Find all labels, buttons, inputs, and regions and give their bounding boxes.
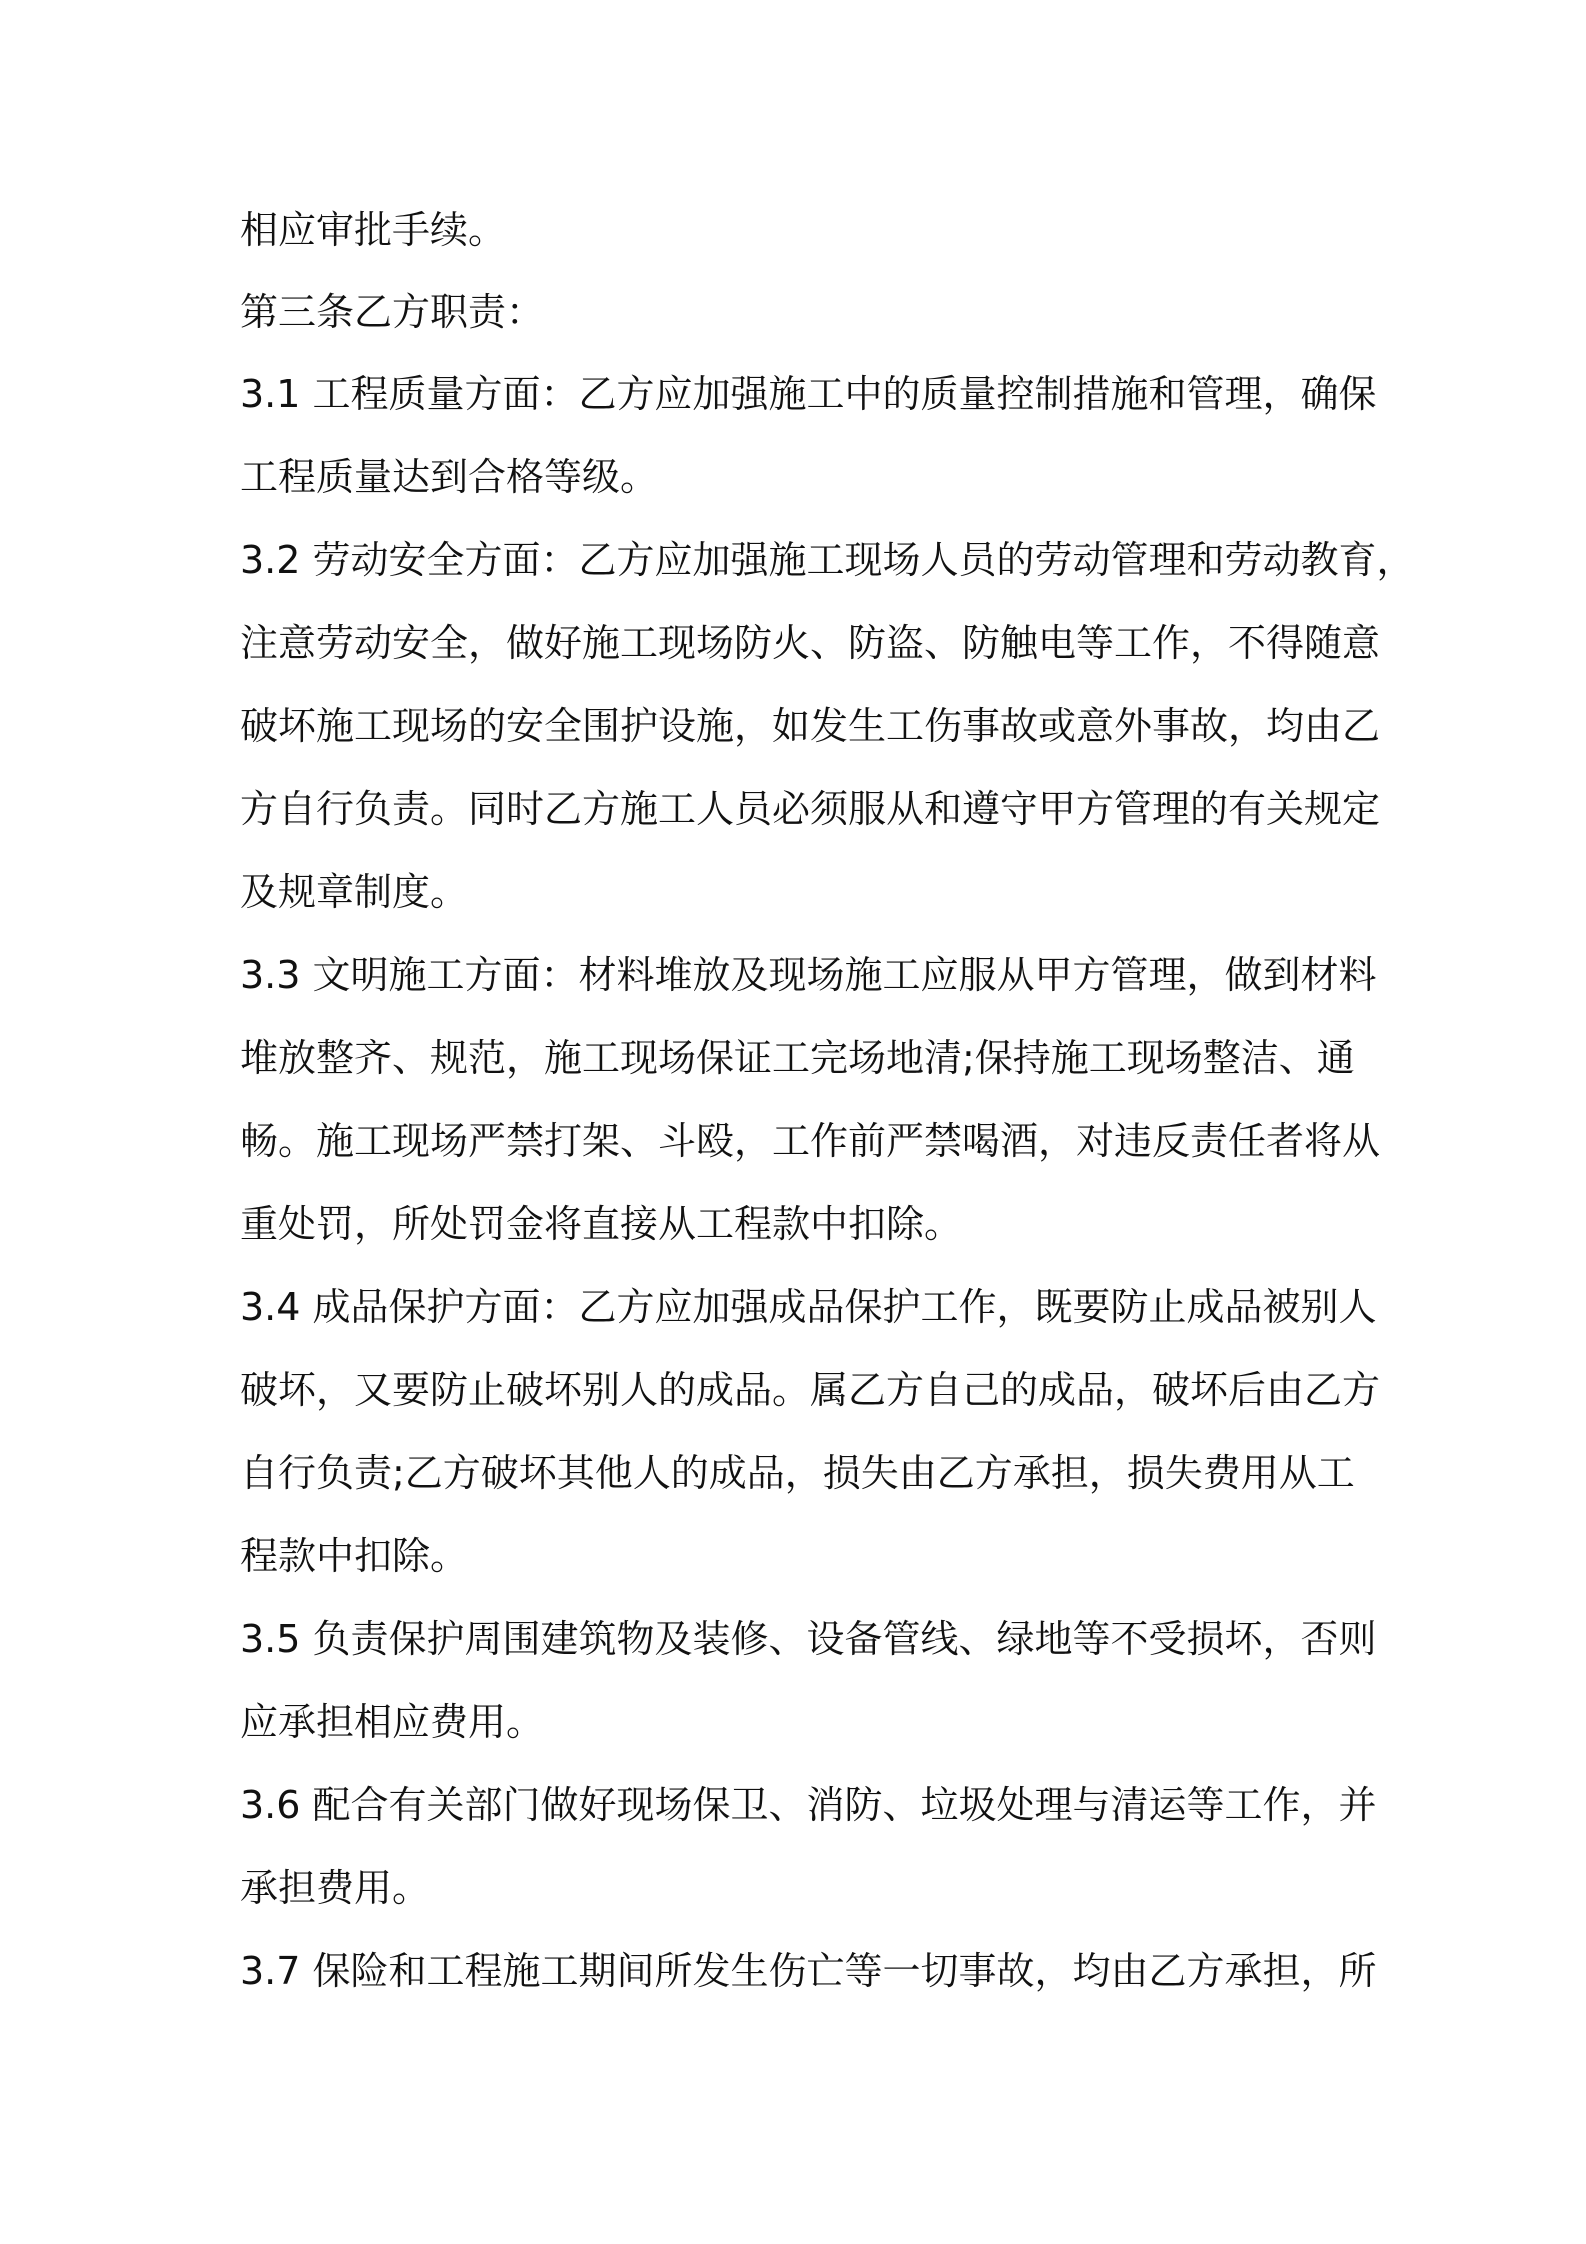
text-line: 应承担相应费用。 bbox=[240, 1700, 545, 1744]
text-line: 3.5 负责保护周围建筑物及装修、设备管线、绿地等不受损坏，否则 bbox=[240, 1617, 1377, 1661]
text-line: 方自行负责。同时乙方施工人员必须服从和遵守甲方管理的有关规定 bbox=[240, 787, 1381, 831]
text-line: 畅。施工现场严禁打架、斗殴，工作前严禁喝酒，对违反责任者将从 bbox=[240, 1119, 1381, 1163]
text-line: 重处罚，所处罚金将直接从工程款中扣除。 bbox=[240, 1202, 963, 1246]
text-line: 3.3 文明施工方面：材料堆放及现场施工应服从甲方管理，做到材料 bbox=[240, 953, 1377, 997]
section-heading: 第三条乙方职责： bbox=[240, 290, 545, 334]
text-line: 及规章制度。 bbox=[240, 870, 469, 914]
text-line: 注意劳动安全，做好施工现场防火、防盗、防触电等工作，不得随意 bbox=[240, 621, 1381, 665]
text-line: 3.4 成品保护方面：乙方应加强成品保护工作，既要防止成品被别人 bbox=[240, 1285, 1377, 1329]
text-line: 3.6 配合有关部门做好现场保卫、消防、垃圾处理与清运等工作，并 bbox=[240, 1783, 1377, 1827]
text-line: 自行负责;乙方破坏其他人的成品，损失由乙方承担，损失费用从工 bbox=[240, 1451, 1355, 1495]
text-line: 3.1 工程质量方面：乙方应加强施工中的质量控制措施和管理，确保 bbox=[240, 372, 1377, 416]
text-line: 破坏，又要防止破坏别人的成品。属乙方自己的成品，破坏后由乙方 bbox=[240, 1368, 1381, 1412]
document-page bbox=[240, 0, 1415, 2244]
text-line: 3.2 劳动安全方面：乙方应加强施工现场人员的劳动管理和劳动教育， bbox=[240, 538, 1415, 582]
text-line: 程款中扣除。 bbox=[240, 1534, 469, 1578]
text-line: 堆放整齐、规范，施工现场保证工完场地清;保持施工现场整洁、通 bbox=[240, 1036, 1355, 1080]
text-line: 工程质量达到合格等级。 bbox=[240, 455, 659, 499]
text-line: 3.7 保险和工程施工期间所发生伤亡等一切事故，均由乙方承担，所 bbox=[240, 1949, 1377, 1993]
text-line: 承担费用。 bbox=[240, 1866, 431, 1910]
text-line: 破坏施工现场的安全围护设施，如发生工伤事故或意外事故，均由乙 bbox=[240, 704, 1381, 748]
text-line: 相应审批手续。 bbox=[240, 208, 507, 252]
